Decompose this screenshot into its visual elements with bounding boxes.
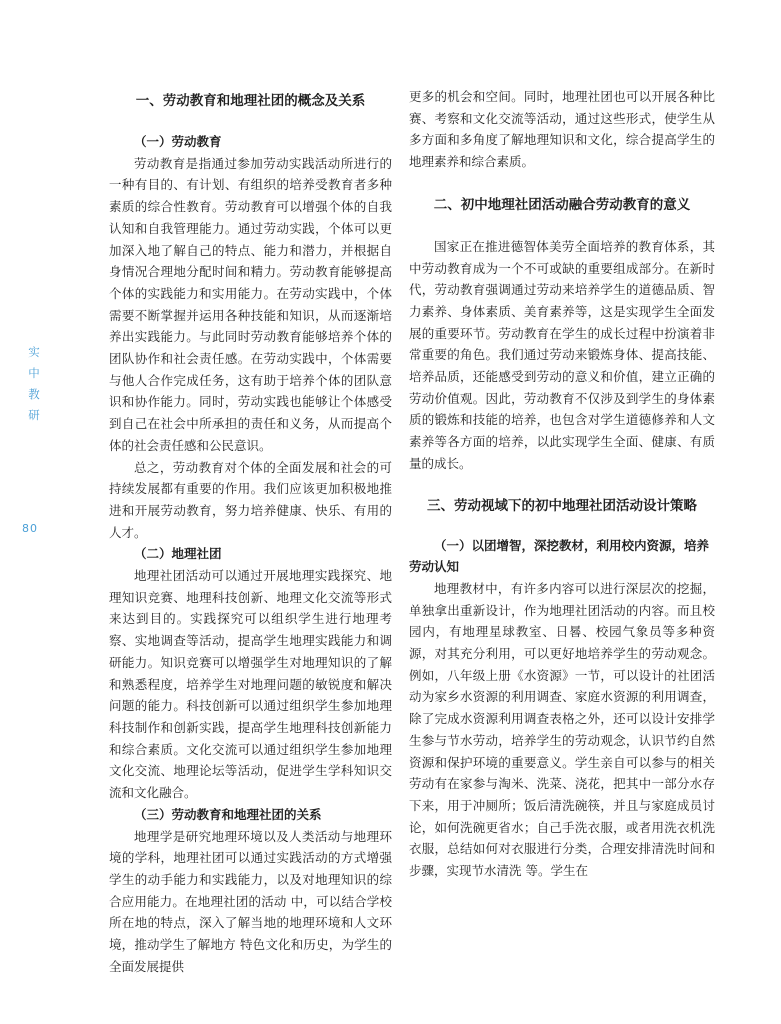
subsection-1-3-heading: （三）劳动教育和地理社团的关系 [134,806,322,822]
journal-tag-char: 教 [28,387,40,401]
left-column [109,92,392,977]
subsection-1-2-heading: （二）地理社团 [134,546,222,562]
page-number: 80 [22,522,38,535]
subsection-3-1-heading: （一）以团增智，深挖教材，利用校内资源，培养劳动认知 [409,537,710,575]
journal-tag-char: 研 [28,408,40,422]
section-3-heading: 三、劳动视域下的初中地理社团活动设计策略 [427,497,697,514]
paragraph: 劳动教育是指通过参加劳动实践活动所进行的一种有目的、有计划、有组织的培养受教育者多种素质的综合性教育。劳动教育可以增强个体的自我认知和自我管理能力。通过劳动实践，个体可以更加深入地了解自己的特点、能力和潜力，并根据自身情况合理地分配时间和精力。劳动教育能够提高个体的实践能力和实用能力。在劳动实践中，个体需要不断掌握并运用各种技能和知识，从而逐渐培养出实践能力。与此同时劳动教育能够培养个体的团队协作和社会责任感。在劳动实践中，个体需要与他人合作完成任务，这有助于培养个体的团队意识和协作能力。同时，劳动实践也能够让个体感受到自己在社会中所承担的责任和义务，从而提高个体的社会责任感和公民意识。 [109,155,392,453]
subsection-1-1-heading: （一）劳动教育 [134,134,222,149]
paragraph: 总之，劳动教育对个体的全面发展和社会的可持续发展都有重要的作用。我们应该更加积极地推进和开展劳动教育，努力培养健康、快乐、有用的人才。 [109,459,392,540]
right-column [409,89,715,882]
journal-tag-char: 实 [28,345,40,359]
section-1-heading: 一、劳动教育和地理社团的概念及关系 [135,93,366,109]
paragraph: 地理学是研究地理环境以及人类活动与地理环境的学科，地理社团可以通过实践活动的方式增强学生的动手能力和实践能力，以及对地理知识的综合应用能力。在地理社团的活动 中，可以结合学校所在地的特点，深入了解当地的地理环境和人文环境，推动学生了解地方 特色文化和历史，为学生的全面发展提供 [109,828,392,974]
paragraph: 地理教材中，有许多内容可以进行深层次的挖掘，单独拿出重新设计，作为地理社团活动的内容。而且校园内，有地理星球教室、日晷、校园气象员等多种资源，对其充分利用，可以更好地培养学生的劳动观念。例如，八年级上册《水资源》一节，可以设计的社团活动为家乡水资源的利用调查、家庭水资源的利用调查，除了完成水资源利用调查表格之外，还可以设计安排学生参与节水劳动，培养学生的劳动观念，认识节约自然资源和保护环境的重要意义。学生亲自可以参与的相关劳动有在家参与淘米、洗菜、浇花，把其中一部分水存下来，用于冲厕所；饭后清洗碗筷，并且与家庭成员讨论，如何洗碗更省水；自己手洗衣服，或者用洗衣机洗衣服，总结如何对衣服进行分类，合理安排清洗时间和步骤，实现节水清洗 等。学生在 [409,580,715,879]
paragraph: 国家正在推进德智体美劳全面培养的教育体系，其中劳动教育成为一个不可或缺的重要组成部分。在新时代，劳动教育强调通过劳动来培养学生的道德品质、智力素养、身体素质、美育素养等，这是实现学生全面发展的重要环节。劳动教育在学生的成长过程中扮演着非常重要的角色。我们通过劳动来锻炼身体、提高技能、培养品质，还能感受到劳动的意义和价值，建立正确的劳动价值观。因此，劳动教育不仅涉及到学生的身体素质的锻炼和技能的培养，也包含对学生道德修养和人文素养等各方面的培养，以此实现学生全面、健康、有质量的成长。 [409,238,715,471]
paragraph: 地理社团活动可以通过开展地理实践探究、地理知识竞赛、地理科技创新、地理文化交流等形式来达到目的。实践探究可以组织学生进行地理考察、实地调查等活动，提高学生地理实践能力和调研能力。知识竞赛可以增强学生对地理知识的了解和熟悉程度，培养学生对地理问题的敏锐度和解决问题的能力。科技创新可以通过组织学生参加地理科技制作和创新实践，提高学生地理科技创新能力和综合素质。文化交流可以通过组织学生参加地理文化交流、地理论坛等活动，促进学生学科知识交流和文化融合。 [109,568,392,801]
journal-section-tag [27,342,41,426]
journal-tag-char: 中 [28,366,40,380]
section-2-heading: 二、初中地理社团活动融合劳动教育的意义 [433,196,691,213]
paragraph-continued: 更多的机会和空间。同时，地理社团也可以开展各种比赛、考察和文化交流等活动，通过这些形式，使学生从多方面和多角度了解地理知识和文化，综合提高学生的地理素养和综合素质。 [409,89,715,170]
